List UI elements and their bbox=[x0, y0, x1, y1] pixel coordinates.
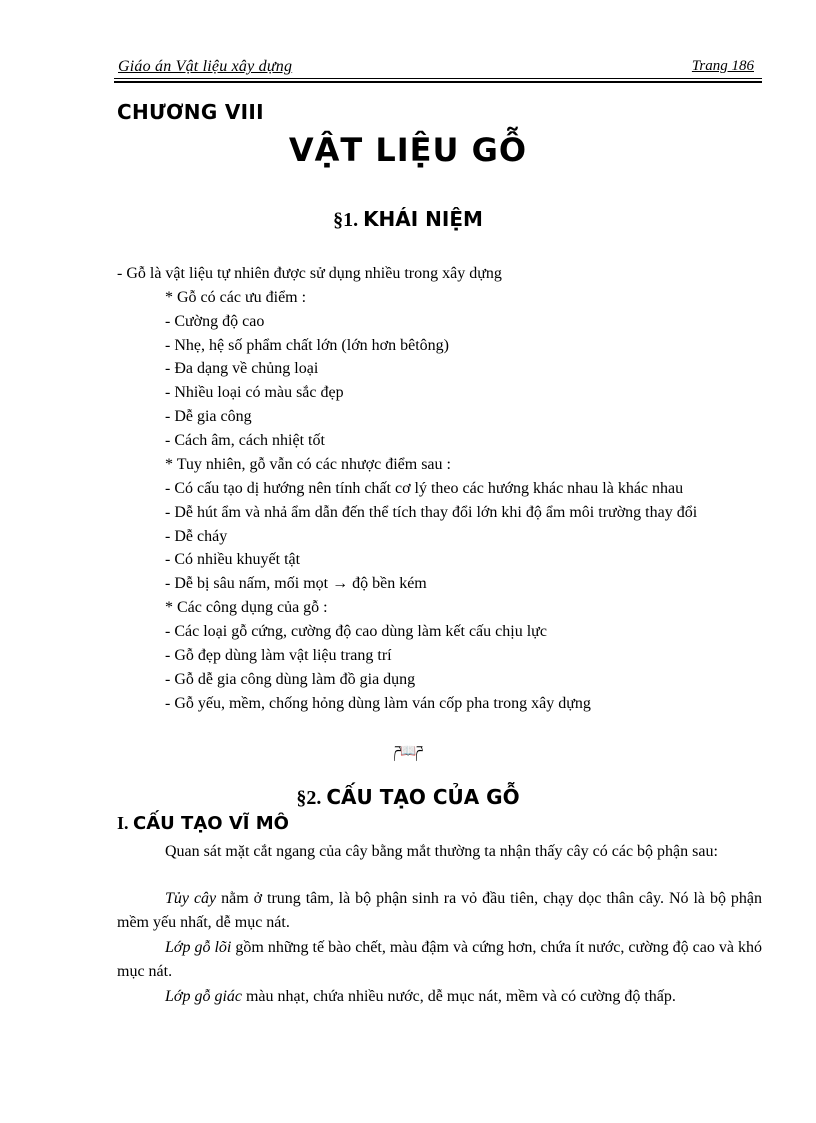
list-item: - Dễ bị sâu nấm, mối mọt → độ bền kém bbox=[165, 575, 427, 592]
section-2-name: CẤU TẠO CỦA GỖ bbox=[326, 785, 520, 809]
subsection-number: I. bbox=[117, 813, 129, 833]
list-item: - Gỗ là vật liệu tự nhiên được sử dụng nhiều trong xây dựng bbox=[117, 265, 502, 282]
list-item: - Nhẹ, hệ số phẩm chất lớn (lớn hơn bêtông) bbox=[165, 337, 449, 354]
list-item: - Dễ cháy bbox=[165, 528, 228, 545]
paragraph bbox=[117, 985, 762, 1009]
book-ornament-icon: ཌ📖ཌ bbox=[393, 744, 423, 759]
section-1-heading bbox=[0, 207, 816, 232]
term-sapwood: Lớp gỗ giác bbox=[165, 988, 242, 1005]
document-title: Giáo án Vật liệu xây dựng bbox=[118, 58, 293, 75]
page-header bbox=[114, 58, 762, 82]
section-1-name: KHÁI NIỆM bbox=[363, 207, 483, 231]
term-heartwood: Lớp gỗ lõi bbox=[165, 939, 232, 956]
paragraph bbox=[117, 887, 762, 935]
paragraph-text: gồm những tế bào chết, màu đậm và cứng hơn, chứa ít nước, cường độ cao và khó mục nát. bbox=[117, 939, 762, 980]
header-rule-thin bbox=[114, 78, 762, 79]
chapter-title: VẬT LIỆU GỖ bbox=[288, 131, 528, 169]
list-item: * Các công dụng của gỗ : bbox=[165, 599, 328, 616]
paragraph-text: Quan sát mặt cắt ngang của cây bằng mắt thường ta nhận thấy cây có các bộ phận sau: bbox=[165, 843, 718, 860]
section-2-number: §2. bbox=[296, 787, 322, 809]
list-item: * Gỗ có các ưu điểm : bbox=[165, 289, 307, 306]
section-1-number: §1. bbox=[333, 209, 359, 231]
subsection-heading bbox=[117, 813, 289, 834]
list-item: - Gỗ yếu, mềm, chống hỏng dùng làm ván cốp pha trong xây dựng bbox=[165, 695, 591, 712]
list-item: - Có cấu tạo dị hướng nên tính chất cơ lý theo các hướng khác nhau là khác nhau bbox=[165, 480, 684, 497]
section-2-heading bbox=[0, 785, 816, 810]
list-item: - Nhiều loại có màu sắc đẹp bbox=[165, 384, 344, 401]
list-item: * Tuy nhiên, gỗ vẫn có các nhược điểm sau : bbox=[165, 456, 451, 473]
list-item: - Dễ gia công bbox=[165, 408, 252, 425]
list-item: - Có nhiều khuyết tật bbox=[165, 551, 301, 568]
list-item: - Gỗ đẹp dùng làm vật liệu trang trí bbox=[165, 647, 392, 664]
subsection-name: CẤU TẠO VĨ MÔ bbox=[133, 813, 289, 834]
list-item: - Gỗ dễ gia công dùng làm đồ gia dụng bbox=[165, 671, 416, 688]
chapter-label: CHƯƠNG VIII bbox=[117, 100, 264, 124]
page-number: Trang 186 bbox=[691, 58, 754, 74]
paragraph bbox=[117, 840, 762, 864]
paragraph-text: màu nhạt, chứa nhiều nước, dễ mục nát, mềm và có cường độ thấp. bbox=[241, 988, 676, 1005]
term-pith: Tủy cây bbox=[165, 890, 217, 907]
list-item: - Đa dạng về chủng loại bbox=[165, 360, 319, 377]
paragraph-text: nằm ở trung tâm, là bộ phận sinh ra vỏ đầu tiên, chạy dọc thân cây. Nó là bộ phận mềm yếu nhất, dễ mục nát. bbox=[117, 890, 762, 931]
list-item: - Dễ hút ẩm và nhả ẩm dẫn đến thể tích thay đổi lớn khi độ ẩm môi trường thay đổi bbox=[165, 504, 698, 521]
list-item: - Cường độ cao bbox=[165, 313, 265, 330]
list-item: - Các loại gỗ cứng, cường độ cao dùng làm kết cấu chịu lực bbox=[165, 623, 547, 640]
list-item: - Cách âm, cách nhiệt tốt bbox=[165, 432, 325, 449]
paragraph bbox=[117, 936, 762, 984]
header-rule-thick bbox=[114, 81, 762, 83]
